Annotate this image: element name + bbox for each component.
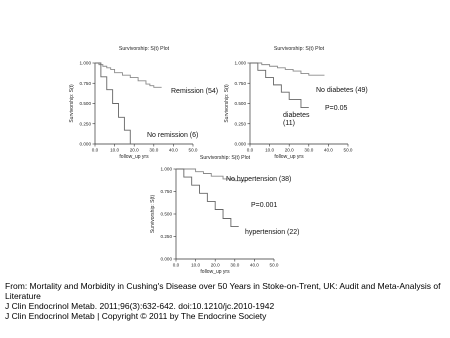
- chart-diabetes-y-tick-label: 0.000: [234, 141, 246, 147]
- chart-remission-series-2-label: No remission (6): [147, 132, 199, 139]
- chart-hypertension-title: Survivorship: S(t) Plot: [199, 155, 251, 161]
- chart-hypertension-series-1-label: No hypertension (38): [226, 176, 292, 183]
- chart-diabetes-y-tick-label: 0.750: [234, 80, 246, 86]
- chart-remission-title: Survivorship: S(t) Plot: [118, 46, 170, 52]
- chart-remission-x-tick-label: 40.0: [168, 147, 178, 153]
- chart-diabetes-y-tick-label: 0.250: [234, 121, 246, 127]
- caption-copyright: J Clin Endocrinol Metab | Copyright © 2011 by The Endocrine Society: [5, 311, 267, 321]
- chart-hypertension-p-value: P=0.001: [251, 202, 278, 209]
- chart-remission-x-tick-label: 30.0: [149, 147, 159, 153]
- chart-hypertension-x-tick-label: 20.0: [210, 262, 220, 268]
- chart-remission-y-axis-label: Survivorship: S(t): [69, 84, 75, 123]
- chart-diabetes-x-tick-label: 50.0: [343, 147, 353, 153]
- chart-remission-x-tick-label: 20.0: [129, 147, 139, 153]
- chart-remission-series-1-line: [95, 63, 162, 87]
- chart-hypertension-x-tick-label: 30.0: [230, 262, 240, 268]
- chart-hypertension-x-tick-label: 10.0: [191, 262, 201, 268]
- chart-diabetes-title: Survivorship: S(t) Plot: [273, 46, 325, 52]
- chart-diabetes-x-tick-label: 20.0: [284, 147, 294, 153]
- chart-remission-series-1-label: Remission (54): [171, 88, 219, 95]
- chart-diabetes-x-tick-label: 10.0: [265, 147, 275, 153]
- chart-remission-x-axis-label: follow_up yrs: [119, 154, 149, 160]
- chart-remission-x-tick-label: 10.0: [110, 147, 120, 153]
- chart-hypertension-series-2-label: hypertension (22): [245, 229, 300, 236]
- chart-hypertension-y-tick-label: 1.000: [160, 166, 172, 172]
- chart-remission-x-tick-label: 50.0: [188, 147, 198, 153]
- chart-hypertension-y-tick-label: 0.000: [160, 256, 172, 262]
- chart-diabetes-x-tick-label: 30.0: [304, 147, 314, 153]
- chart-diabetes-y-tick-label: 0.500: [234, 101, 246, 107]
- chart-remission-y-tick-label: 0.750: [79, 80, 91, 86]
- chart-hypertension-y-tick-label: 0.750: [160, 189, 172, 195]
- figure-caption: [5, 281, 445, 321]
- chart-remission-y-tick-label: 0.000: [79, 141, 91, 147]
- chart-diabetes-series-2-label: diabetes (11): [283, 112, 310, 128]
- caption-citation: J Clin Endocrinol Metab. 2011;96(3):632-642. doi:10.1210/jc.2010-1942: [5, 301, 275, 311]
- chart-hypertension-x-tick-label: 40.0: [249, 262, 259, 268]
- caption-source-title: From: Mortality and Morbidity in Cushing's Disease over 50 Years in Stoke-on-Trent, UK: Audit and Meta-Analysis of Literature: [5, 281, 441, 301]
- chart-hypertension-x-axis-label: follow_up yrs: [200, 269, 230, 275]
- chart-remission-y-tick-label: 0.250: [79, 121, 91, 127]
- chart-diabetes-series-1-label: No diabetes (49): [316, 87, 368, 94]
- chart-remission-y-tick-label: 1.000: [79, 60, 91, 66]
- chart-remission-y-tick-label: 0.500: [79, 101, 91, 107]
- chart-remission-x-tick-label: 0.0: [91, 147, 99, 153]
- chart-diabetes-p-value: P=0.05: [325, 105, 348, 112]
- chart-hypertension-y-tick-label: 0.250: [160, 234, 172, 240]
- chart-diabetes-x-tick-label: 0.0: [246, 147, 254, 153]
- chart-diabetes-x-tick-label: 40.0: [323, 147, 333, 153]
- chart-diabetes-y-tick-label: 1.000: [234, 60, 246, 66]
- chart-diabetes-series-1-line: [250, 63, 324, 75]
- chart-diabetes-series-2-line: [250, 63, 309, 108]
- chart-hypertension-x-tick-label: 0.0: [172, 262, 180, 268]
- chart-diabetes-x-axis-label: follow_up yrs: [274, 154, 304, 160]
- chart-hypertension-x-tick-label: 50.0: [269, 262, 279, 268]
- chart-diabetes-y-axis-label: Survivorship: S(t): [224, 84, 230, 123]
- chart-hypertension-y-axis-label: Survivorship: S(t): [150, 194, 156, 234]
- chart-hypertension-y-tick-label: 0.500: [160, 211, 172, 217]
